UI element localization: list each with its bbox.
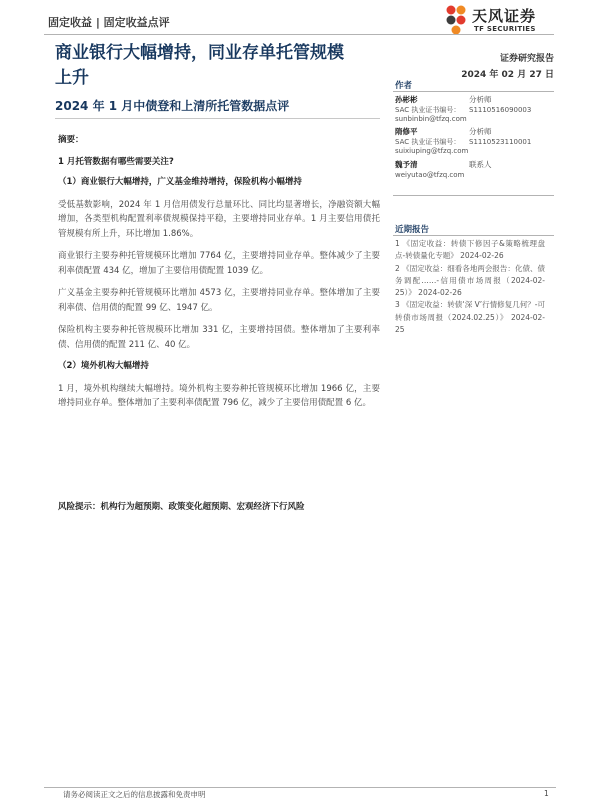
recent-reports-heading: 近期报告 <box>395 225 430 235</box>
author-cert-label: SAC 执业证书编号： <box>395 105 461 114</box>
author-email[interactable]: sunbinbin@tfzq.com <box>395 115 467 123</box>
report-subtitle: 2024 年 1 月中债登和上清所托管数据点评 <box>55 99 290 113</box>
risk-warning: 风险提示：机构行为超预期、政策变化超预期、宏观经济下行风险 <box>58 502 305 512</box>
report-title <box>55 41 380 91</box>
author-name: 孙彬彬 <box>395 95 418 104</box>
recent-report-item[interactable]: 3 《固定收益：转债‘深 V’行情修复几何？-可转债市场周报（2024.02.25）》 2024-02-25 <box>395 300 545 335</box>
author-cert-label: SAC 执业证书编号： <box>395 137 461 146</box>
report-title-line2: 上升 <box>55 68 89 88</box>
author-name: 魏予清 <box>395 160 418 169</box>
section1-paragraph-2: 商业银行主要券种托管规模环比增加 7764 亿，主要增持同业存单。整体减少了主要利率债配置 434 亿，增加了主要信用债配置 1039 亿。 <box>58 251 380 276</box>
section1-heading: （1）商业银行大幅增持，广义基金维持增持，保险机构小幅增持 <box>58 177 302 187</box>
authors-heading: 作者 <box>395 81 413 91</box>
recent-reports-divider <box>393 235 554 236</box>
summary-section <box>58 133 380 411</box>
author-card <box>395 127 555 157</box>
logo-name-en: TF SECURITIES <box>474 25 536 33</box>
report-title-line1: 商业银行大幅增持，同业存单托管规模 <box>55 43 344 63</box>
author-email[interactable]: weiyutao@tfzq.com <box>395 170 465 179</box>
author-cert-number: S1110523110001 <box>469 137 532 146</box>
recent-report-item[interactable]: 2 《固定收益：细看各地两会报告：化债、债务调配……-信用债市场周报（2024-02-25）》 2024-02-26 <box>395 263 545 298</box>
author-role: 联系人 <box>469 160 492 169</box>
sidebar-divider <box>393 195 554 196</box>
author-role: 分析师 <box>469 95 492 104</box>
logo-dot-red <box>447 6 456 15</box>
page-number: 1 <box>544 789 549 798</box>
section1-paragraph-4: 保险机构主要券种托管规模环比增加 331 亿，主要增持国债。整体增加了主要利率债、信用债的配置 211 亿、40 亿。 <box>58 325 380 350</box>
author-card <box>395 160 555 180</box>
report-type: 证券研究报告 <box>499 54 554 64</box>
author-name: 隋修平 <box>395 127 418 136</box>
section1-paragraph-1: 受低基数影响，2024 年 1 月信用债发行总量环比、同比均显著增长，净融资额大幅增加，各类型机构配置利率债规模保持平稳，主要增持同业存单。1 月主要信用债托管规模有所上升，环比增加 1.86%。 <box>58 199 380 239</box>
author-cert-number: S1110516090003 <box>469 105 532 114</box>
footer-divider <box>44 787 556 788</box>
logo-dot-orange <box>457 6 466 15</box>
footer-disclaimer: 请务必阅读正文之后的信息披露和免责申明 <box>63 790 206 799</box>
section1-paragraph-3: 广义基金主要券种托管规模环比增加 4573 亿，主要增持同业存单。整体增加了主要利率债、信用债的配置 99 亿、1947 亿。 <box>58 288 380 313</box>
authors-divider <box>393 91 554 92</box>
recent-reports-list <box>395 238 545 336</box>
logo-name-cn: 天风证券 <box>472 7 537 25</box>
author-role: 分析师 <box>469 127 492 136</box>
header-divider <box>44 34 554 35</box>
summary-label: 摘要： <box>58 135 84 145</box>
logo-dot-red-2 <box>457 16 466 25</box>
author-email[interactable]: suixiuping@tfzq.com <box>395 147 469 155</box>
logo-dot-dark <box>447 16 456 25</box>
recent-report-item[interactable]: 1 《固定收益：转债下修因子&策略梳理盘点-转债量化专题》 2024-02-26 <box>395 239 545 261</box>
summary-question: 1 月托管数据有哪些需要关注? <box>58 156 174 167</box>
author-card <box>395 95 555 125</box>
subtitle-divider <box>55 118 380 119</box>
header-category: 固定收益 | 固定收益点评 <box>48 16 170 29</box>
section2-heading: （2）境外机构大幅增持 <box>58 361 149 371</box>
report-date: 2024 年 02 月 27 日 <box>461 70 554 80</box>
section2-paragraph-1: 1 月，境外机构继续大幅增持。境外机构主要券种托管规模环比增加 1966 亿，主要增持同业存单。整体增加了主要利率债配置 796 亿，减少了主要信用债配置 6 亿。 <box>58 383 380 408</box>
